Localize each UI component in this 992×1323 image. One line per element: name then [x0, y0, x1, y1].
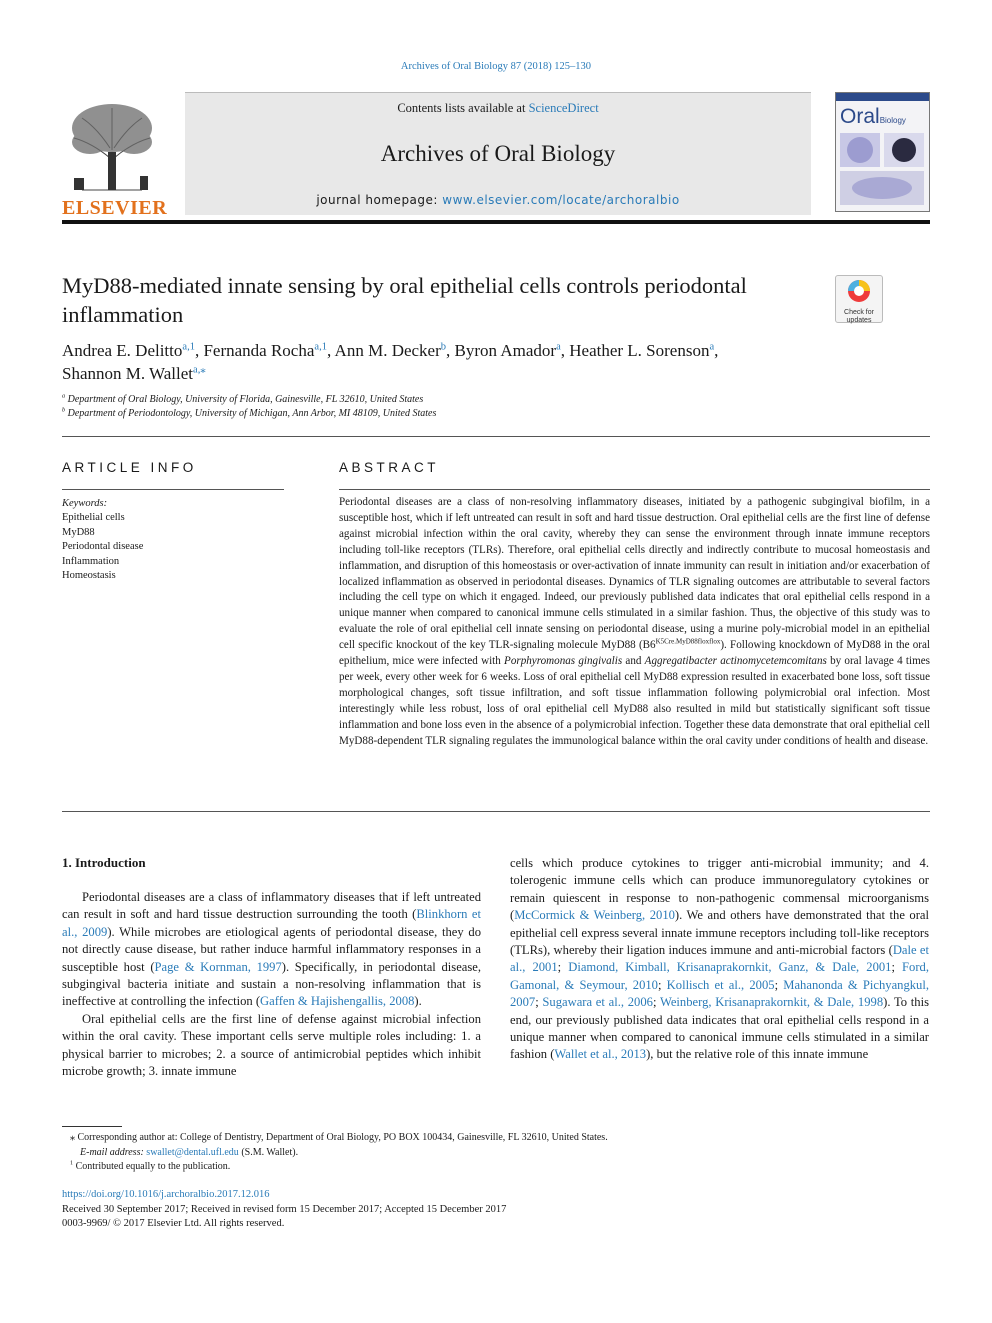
- footnote-text: Contributed equally to the publication.: [75, 1161, 231, 1172]
- citation-link[interactable]: Mahanonda & Pichyangkul, 2007: [510, 977, 929, 1010]
- cover-subtitle: Biology: [879, 116, 906, 125]
- author-name: Fernanda Rocha: [203, 341, 315, 360]
- author[interactable]: [455, 341, 561, 360]
- text: ;: [535, 995, 543, 1010]
- header-top-rule: [185, 92, 811, 93]
- header-bottom-rule: [62, 220, 930, 224]
- affiliation-text: Department of Periodontology, University of Michigan, Ann Arbor, MI 48109, United States: [67, 408, 437, 419]
- journal-name: Archives of Oral Biology: [380, 141, 616, 166]
- author-affil-mark[interactable]: a: [709, 341, 715, 353]
- abstract-rule: [339, 489, 930, 490]
- text: Oral epithelial cells are the first line of defense against microbial infection within the oral cavity. These important cells serve multiple roles including: 1. a physical barrier to microbes; 2. a source of antimicrobial peptides which inhibit microbe growth; 3. innate immune: [62, 1011, 481, 1079]
- author-name: Andrea E. Delitto: [62, 341, 183, 360]
- affiliations: [62, 393, 912, 421]
- divider: [62, 436, 930, 437]
- author-affil-mark[interactable]: a,1: [182, 341, 195, 353]
- homepage-link[interactable]: www.elsevier.com/locate/archoralbio: [442, 193, 680, 207]
- citation-link[interactable]: Kollisch et al., 2005: [666, 977, 775, 992]
- homepage-prefix: journal homepage:: [316, 193, 443, 207]
- crossmark-icon: [836, 276, 882, 304]
- badge-line-2: updates: [846, 317, 872, 324]
- author-affil-mark[interactable]: a,1: [314, 341, 327, 353]
- text: ). To this end, our previously published data indicates that oral epithelial cells respond in a unique manner when compared to canonical immune cells stimulated in a similar fashion (: [510, 995, 930, 1062]
- footnote-rule: [62, 1126, 122, 1127]
- author-name: Shannon M. Wallet: [62, 364, 194, 383]
- article-info-heading: ARTICLE INFO: [62, 460, 197, 475]
- keyword: MyD88: [62, 526, 95, 538]
- author-affil-mark[interactable]: a: [556, 341, 561, 353]
- author-name: Heather L. Sorenson: [569, 341, 710, 360]
- citation-link[interactable]: Weinberg, Krisanaprakornkit, & Dale, 1998: [659, 995, 884, 1010]
- footnotes: [62, 1131, 930, 1175]
- badge-line-1: Check for: [844, 309, 874, 316]
- text: ;: [774, 977, 784, 992]
- sciencedirect-link[interactable]: ScienceDirect: [528, 101, 599, 115]
- author[interactable]: [203, 341, 327, 360]
- footnote-mark: 1: [70, 1159, 74, 1167]
- citation-link[interactable]: Gaffen & Hajishengallis, 2008: [260, 994, 415, 1009]
- divider: [62, 811, 930, 812]
- email-footnote: [62, 1146, 930, 1161]
- text: ), but the relative role of this innate immune: [646, 1047, 869, 1062]
- citation-link[interactable]: Page & Kornman, 1997: [154, 959, 282, 974]
- text: ).: [414, 994, 422, 1009]
- abstract-part: Periodontal diseases are a class of non-resolving inflammatory diseases, initiated by a pathogenic subgingival biofilm, in a susceptible host, which if left untreated can result in soft and hard tissue destruction. Oral epithelial cells are the first line of defense against microbial infection within the oral cavity, whereby they can sense the environment through innate immune receptors including toll-like receptors (TLRs). Therefore, oral epithelial cells directly and indirectly contribute to mucosal homeostasis and inflammation, and disruption of this homeostasis or over-activation of innate immunity can result in initiation and/or exacerbation of localized inflammation as observed in periodontal diseases. Dynamics of TLR signaling outcomes are attributable to several factors including the cell type on which it engaged. Indeed, our previously published data indicates that oral epithelial cells respond in a unique manner when compared to canonical immune cells stimulated in a similar fashion. Thus, the objective of this study was to evaluate the role of oral epithelial cell innate sensing on periodontal disease, using a murine poly-microbial model in an epithelial cell specific knockout of the key TLR-signaling molecule MyD88 (B6: [339, 496, 930, 652]
- check-for-updates-button[interactable]: [835, 275, 883, 323]
- section-heading-introduction: 1. Introduction: [62, 855, 146, 870]
- affiliation: [62, 407, 912, 421]
- text: ;: [891, 960, 903, 975]
- citation-link[interactable]: Sugawara et al., 2006: [542, 995, 653, 1010]
- affiliation: [62, 393, 912, 407]
- corresponding-footnote: [62, 1131, 930, 1146]
- paragraph: [62, 889, 481, 1011]
- article-dates: Received 30 September 2017; Received in revised form 15 December 2017; Accepted 15 December 2017: [62, 1203, 507, 1215]
- text: ). We and others have demonstrated that the oral epithelial cell express several innate immune receptors including toll-like receptors (TLRs), whereby their ligation induces immune and anti-microbial factors (: [510, 908, 930, 958]
- text: Periodontal diseases are a class of inflammatory diseases that if left untreated can result in soft and hard tissue destruction surrounding the tooth (: [62, 890, 481, 922]
- author-name: Ann M. Decker: [334, 341, 441, 360]
- copyright: 0003-9969/ © 2017 Elsevier Ltd. All rights reserved.: [62, 1218, 285, 1229]
- doi-link[interactable]: https://doi.org/10.1016/j.archoralbio.2017.12.016: [62, 1189, 270, 1200]
- abstract-part: ). Following knockdown of MyD88 in the oral epithelium, mice were infected with: [339, 639, 930, 668]
- text: cells which produce cytokines to trigger anti-microbial immunity; and 4. tolerogenic immune cells which can produce immunoregulatory cytokines or remain quiescent in response to non-pathogenic commensal microorganisms (: [510, 856, 929, 923]
- text: ;: [657, 977, 667, 992]
- text: ). Specifically, in periodontal disease, subgingival bacteria initiate and sustain a non-resolving inflammation that is ineffective at controlling the infection (: [62, 959, 482, 1009]
- footnote-text: (S.M. Wallet).: [238, 1146, 299, 1158]
- author[interactable]: [62, 364, 206, 383]
- intro-right-column: [510, 855, 929, 1064]
- organism-name: Aggregatibacter actinomycetemcomitans: [644, 655, 827, 668]
- elsevier-tree-icon: [62, 98, 162, 194]
- article-info-rule: [62, 489, 284, 490]
- contents-prefix: Contents lists available at: [397, 101, 529, 115]
- journal-cover-thumbnail: [835, 92, 930, 212]
- footnote-mark: ⁎: [70, 1132, 75, 1143]
- abstract-part: by oral lavage 4 times per week, every other week for 6 weeks. Loss of oral epithelial cell MyD88 expression resulted in exacerbated bone loss, soft tissue morphological changes, soft tissue infiltration, and soft tissue inflammation following polymicrobial oral infection. Most interestingly while less robust, loss of oral epithelial cell MyD88 also resulted in mild but statistically significant soft tissue inflammation and bone loss even in the absence of a polymicrobial infection. Together these data demonstrate that oral epithelial cell MyD88-dependent TLR signaling regulates the immunological balance within the oral cavity under conditions of health and disease.: [339, 655, 930, 747]
- affiliation-mark: a: [62, 392, 66, 400]
- contents-line: [185, 101, 811, 116]
- journal-citation[interactable]: Archives of Oral Biology 87 (2018) 125–130: [400, 61, 592, 72]
- citation-link[interactable]: Wallet et al., 2013: [554, 1047, 647, 1062]
- author-name: Byron Amador: [454, 341, 557, 360]
- author[interactable]: [569, 341, 714, 360]
- cover-title: Oral: [840, 105, 880, 128]
- author-list: Andrea E. Delitto$^{a,1}$, Fernanda Rocha$^{a,1}$, Ann M. Decker$^b$, Byron Amador$^a$, Heather L. Sorenson$^a$, Shannon M. Wallet$^{a,⁎}$: [62, 341, 719, 383]
- author[interactable]: [335, 341, 446, 360]
- citation-link[interactable]: Ford, Gamonal, & Seymour, 2010: [510, 960, 929, 992]
- affiliation-text: Department of Oral Biology, University of Florida, Gainesville, FL 32610, United States: [67, 394, 424, 405]
- keywords-block: [62, 497, 284, 583]
- homepage-line: [185, 193, 811, 207]
- author-affil-mark[interactable]: b: [440, 341, 447, 353]
- abstract-heading: ABSTRACT: [339, 460, 440, 475]
- abstract-part: and: [622, 655, 645, 668]
- citation-link[interactable]: McCormick & Weinberg, 2010: [514, 908, 675, 923]
- intro-left-column: [62, 889, 481, 1080]
- email-label: E-mail address:: [80, 1146, 147, 1158]
- article-meta: [62, 1188, 930, 1232]
- author-affil-mark[interactable]: a,⁎: [193, 364, 206, 376]
- organism-name: Porphyromonas gingivalis: [504, 655, 623, 668]
- author[interactable]: [62, 341, 195, 360]
- text: ;: [557, 960, 569, 975]
- cover-image-icon: [836, 129, 929, 209]
- email-link[interactable]: swallet@dental.ufl.edu: [146, 1146, 239, 1158]
- affiliation-mark: b: [62, 406, 66, 414]
- elsevier-logo: [62, 98, 168, 219]
- citation-link[interactable]: Diamond, Kimball, Krisanaprakornkit, Ganz, & Dale, 2001: [568, 960, 892, 975]
- paragraph: [62, 1011, 481, 1081]
- keyword: Periodontal disease: [62, 541, 144, 553]
- keyword: Homeostasis: [62, 570, 116, 582]
- text: ). While microbes are etiological agents of periodontal disease, they do not directly cause disease, but rather induce harmful inflammatory responses in a susceptible host (: [62, 924, 481, 974]
- citation-link[interactable]: Dale et al., 2001: [510, 943, 930, 975]
- article-title: MyD88-mediated innate sensing by oral epithelial cells controls periodontal inflammation: [62, 273, 747, 327]
- paragraph: [510, 855, 929, 1064]
- keyword: Epithelial cells: [62, 512, 125, 524]
- footnote-text: Corresponding author at: College of Dentistry, Department of Oral Biology, PO BOX 100434, Gainesville, FL 32610, United States.: [77, 1132, 608, 1143]
- abstract-text: [339, 495, 930, 750]
- citation-link[interactable]: Blinkhorn et al., 2009: [62, 907, 481, 939]
- keyword: Inflammation: [62, 555, 120, 567]
- genotype-superscript: K5Cre.MyD88floxflox: [655, 637, 721, 646]
- publisher-name: ELSEVIER: [62, 197, 168, 219]
- text: ;: [652, 995, 660, 1010]
- keywords-label: Keywords:: [62, 498, 108, 509]
- equal-contribution-footnote: [62, 1160, 930, 1175]
